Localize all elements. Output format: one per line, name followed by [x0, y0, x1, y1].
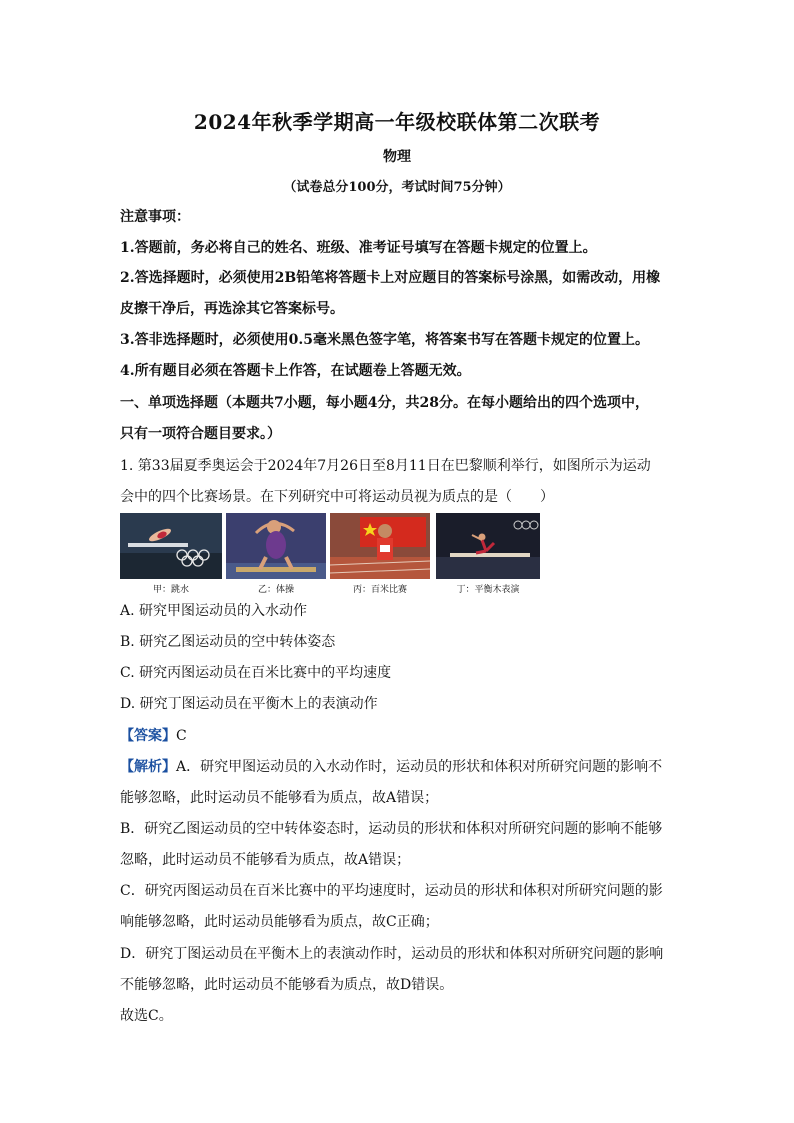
option-a: A. 研究甲图运动员的入水动作	[120, 603, 308, 619]
question-1-stem-cont: 会中的四个比赛场景。在下列研究中可将运动员视为质点的是（ ）	[120, 489, 554, 505]
analysis-tag: 【解析】	[120, 759, 176, 775]
answer-line	[120, 726, 680, 746]
diving-photo	[120, 513, 222, 579]
subject-title: 物理	[383, 149, 411, 165]
section-heading-cont: 只有一项符合题目要求。）	[120, 426, 281, 442]
question-1-stem: 1. 第33届夏季奥运会于2024年7月26日至8月11日在巴黎顺利举行，如图所示为运动	[120, 458, 651, 474]
caption-balance-beam: 丁：平衡木表演	[456, 585, 520, 595]
analysis-line-1	[120, 757, 680, 777]
caption-gymnastics: 乙：体操	[257, 585, 294, 595]
analysis-text-1: A．研究甲图运动员的入水动作时，运动员的形状和体积对所研究问题的影响不	[176, 759, 663, 775]
notice-2-cont: 皮擦干净后，再选涂其它答案标号。	[120, 301, 344, 317]
caption-diving: 甲：跳水	[152, 585, 189, 595]
notice-1: 1.答题前，务必将自己的姓名、班级、准考证号填写在答题卡规定的位置上。	[120, 240, 597, 256]
notice-heading: 注意事项：	[120, 209, 190, 225]
analysis-line-8: 不能够忽略，此时运动员不能够看为质点，故D错误。	[120, 977, 454, 993]
analysis-line-2: 能够忽略，此时运动员不能够看为质点，故A错误；	[120, 790, 439, 806]
gymnastics-photo	[226, 513, 326, 579]
answer-tag: 【答案】	[120, 728, 176, 744]
analysis-line-3: B．研究乙图运动员的空中转体姿态时，运动员的形状和体积对所研究问题的影响不能够	[120, 821, 663, 837]
analysis-line-7: D．研究丁图运动员在平衡木上的表演动作时，运动员的形状和体积对所研究问题的影响	[120, 946, 664, 962]
section-heading: 一、单项选择题（本题共7小题，每小题4分，共28分。在每小题给出的四个选项中，	[120, 395, 649, 411]
option-b: B. 研究乙图运动员的空中转体姿态	[120, 634, 336, 650]
sprint-photo	[330, 513, 430, 579]
option-c: C. 研究丙图运动员在百米比赛中的平均速度	[120, 665, 392, 681]
balance-beam-photo	[436, 513, 540, 579]
answer-value: C	[176, 728, 187, 744]
analysis-line-4: 忽略，此时运动员不能够看为质点，故A错误；	[120, 852, 411, 868]
notice-3: 3.答非选择题时，必须使用0.5毫米黑色签字笔，将答案书写在答题卡规定的位置上。	[120, 332, 649, 348]
option-d: D. 研究丁图运动员在平衡木上的表演动作	[120, 696, 378, 712]
notice-4: 4.所有题目必须在答题卡上作答，在试题卷上答题无效。	[120, 363, 471, 379]
analysis-line-5: C．研究丙图运动员在百米比赛中的平均速度时，运动员的形状和体积对所研究问题的影	[120, 883, 663, 899]
notice-2: 2.答选择题时，必须使用2B铅笔将答题卡上对应题目的答案标号涂黑，如需改动，用橡	[120, 270, 661, 286]
photo-strip	[120, 513, 550, 593]
exam-title: 2024年秋季学期高一年级校联体第二次联考	[193, 110, 601, 134]
analysis-line-6: 响能够忽略，此时运动员能够看为质点，故C正确；	[120, 914, 439, 930]
conclusion: 故选C。	[120, 1008, 173, 1024]
exam-info: （试卷总分100分，考试时间75分钟）	[283, 180, 511, 195]
caption-sprint: 丙：百米比赛	[352, 585, 407, 595]
